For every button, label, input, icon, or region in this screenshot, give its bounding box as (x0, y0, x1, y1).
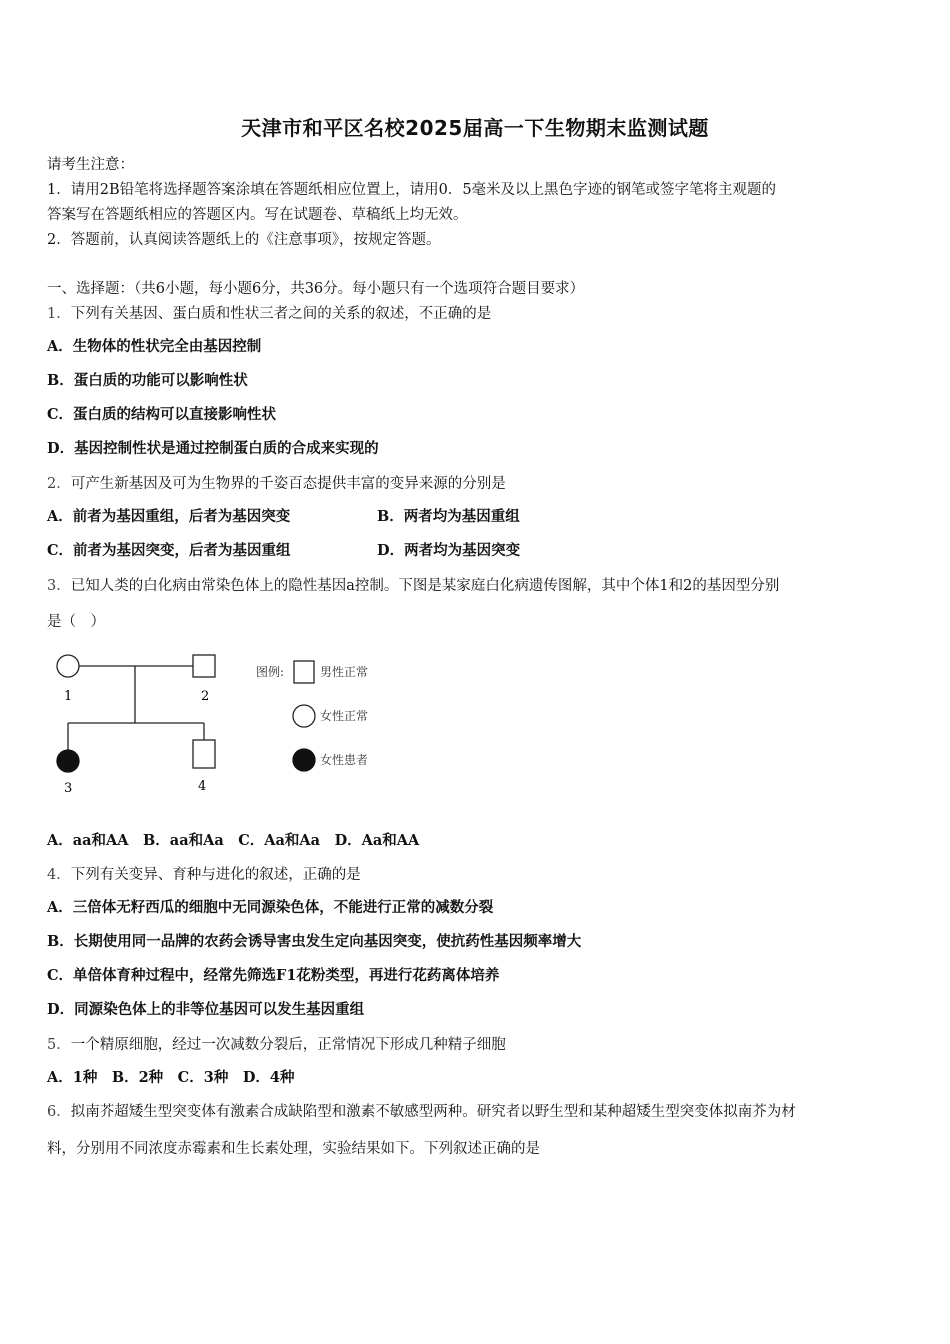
individual-2-male-normal (193, 655, 215, 677)
individual-1-female-normal (57, 655, 79, 677)
question-1-option-c: C．蛋白质的结构可以直接影响性状 (47, 406, 277, 423)
question-3-stem-line-1 (47, 574, 917, 595)
question-1-option-d: D．基因控制性状是通过控制蛋白质的合成来实现的 (47, 440, 379, 457)
legend-male-normal-symbol (294, 661, 314, 683)
question-2-option-d: D．两者均为基因突变 (377, 542, 521, 559)
individual-4-male-normal (193, 740, 215, 768)
question-text: 下列有关变异、育种与进化的叙述，正确的是 (70, 867, 361, 883)
notice-item-1-line-1: 1．请用2B铅笔将选择题答案涂填在答题纸相应位置上，请用0．5毫米及以上黑色字迹的钢笔或签字笔将主观题的 (47, 182, 777, 198)
pedigree-chart (40, 640, 380, 805)
question-number: 6． (47, 1104, 71, 1120)
question-2-option-b: B．两者均为基因重组 (377, 508, 520, 525)
question-6-stem-line-1 (47, 1100, 917, 1121)
question-4-stem (47, 863, 917, 884)
label-2: 2 (201, 689, 210, 704)
legend-female-affected-label: 女性患者 (320, 753, 369, 767)
question-2-options-row-2 (47, 539, 917, 560)
question-1-stem (47, 302, 917, 323)
question-4-option-a: A．三倍体无籽西瓜的细胞中无同源染色体，不能进行正常的减数分裂 (47, 899, 494, 916)
question-5-stem (47, 1033, 917, 1054)
question-number: 2． (47, 476, 71, 492)
notice-item-1-line-2: 答案写在答题纸相应的答题区内。写在试题卷、草稿纸上均无效。 (47, 207, 468, 223)
label-4: 4 (198, 779, 207, 794)
section-heading: 一、选择题：（共6小题，每小题6分，共36分。每小题只有一个选项符合题目要求） (47, 281, 585, 297)
question-text: 一个精原细胞，经过一次减数分裂后，正常情况下形成几种精子细胞 (70, 1037, 506, 1053)
legend-female-normal-label: 女性正常 (320, 709, 369, 723)
question-text: 已知人类的白化病由常染色体上的隐性基因a控制。下图是某家庭白化病遗传图解，其中个体1和2的基因型分别 (70, 578, 780, 594)
question-2-option-c: C．前者为基因突变，后者为基因重组 (47, 542, 291, 559)
question-4-option-b: B．长期使用同一品牌的农药会诱导害虫发生定向基因突变，使抗药性基因频率增大 (47, 933, 582, 950)
legend-female-affected-symbol (293, 749, 315, 771)
notice-heading: 请考生注意： (47, 157, 134, 173)
page-title: 天津市和平区名校2025届高一下生物期末监测试题 (241, 116, 709, 140)
label-3: 3 (64, 781, 73, 796)
question-3-stem-line-2: 是（ ） (47, 614, 105, 630)
question-5-options: A．1种 B．2种 C．3种 D．4种 (47, 1069, 295, 1086)
question-1-option-b: B．蛋白质的功能可以影响性状 (47, 372, 248, 389)
question-4-option-c: C．单倍体育种过程中，经常先筛选F1花粉类型，再进行花药离体培养 (47, 967, 500, 984)
question-number: 3． (47, 578, 71, 594)
question-2-stem (47, 472, 917, 493)
label-1: 1 (64, 689, 73, 704)
individual-3-female-affected (57, 750, 79, 772)
question-text: 拟南芥超矮生型突变体有激素合成缺陷型和激素不敏感型两种。研究者以野生型和某种超矮生型突变体拟南芥为材 (70, 1104, 796, 1120)
legend-female-normal-symbol (293, 705, 315, 727)
notice-item-2: 2．答题前，认真阅读答题纸上的《注意事项》，按规定答题。 (47, 232, 441, 248)
question-text: 可产生新基因及可为生物界的千姿百态提供丰富的变异来源的分别是 (70, 476, 506, 492)
question-3-options: A．aa和AA B．aa和Aa C．Aa和Aa D．Aa和AA (47, 832, 420, 849)
question-number: 4． (47, 867, 71, 883)
question-4-option-d: D．同源染色体上的非等位基因可以发生基因重组 (47, 1001, 365, 1018)
question-2-options-row-1 (47, 505, 917, 526)
question-2-option-a: A．前者为基因重组，后者为基因突变 (47, 508, 291, 525)
legend-male-normal-label: 男性正常 (320, 665, 369, 679)
question-6-stem-line-2: 料，分别用不同浓度赤霉素和生长素处理，实验结果如下。下列叙述正确的是 (47, 1141, 540, 1157)
question-number: 5． (47, 1037, 71, 1053)
question-1-option-a: A．生物体的性状完全由基因控制 (47, 338, 262, 355)
pedigree-figure (40, 640, 380, 805)
question-number: 1． (47, 306, 71, 322)
question-text: 下列有关基因、蛋白质和性状三者之间的关系的叙述，不正确的是 (70, 306, 492, 322)
legend-title: 图例: (256, 665, 285, 679)
